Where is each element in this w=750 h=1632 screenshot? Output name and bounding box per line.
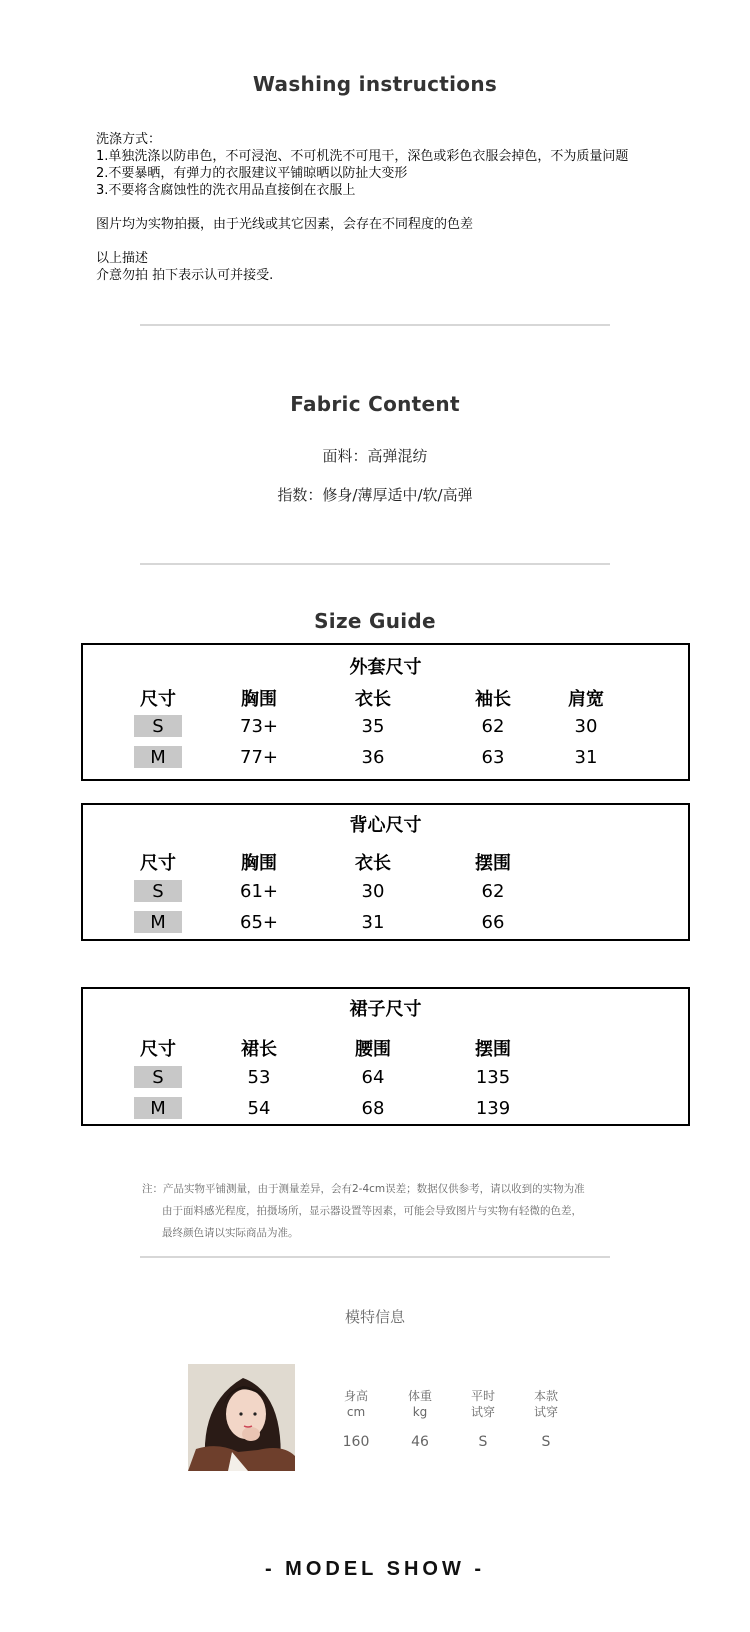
table-title: 裙子尺寸: [349, 999, 422, 1020]
table-header: 胸围: [241, 689, 277, 710]
table-header: 尺寸: [140, 853, 176, 874]
washing-title: Washing instructions: [252, 72, 498, 96]
table-header: 衣长: [355, 689, 391, 710]
table-header: 尺寸: [140, 689, 176, 710]
table-header: 尺寸: [140, 1039, 176, 1060]
note-line: 最终颜色请以实际商品为准。: [162, 1227, 299, 1239]
size-table-skirt: [81, 987, 690, 1126]
table-cell: 61+: [240, 881, 278, 902]
table-cell: 54: [247, 1098, 271, 1119]
table-cell: 64: [361, 1067, 385, 1088]
table-cell: 66: [481, 912, 505, 933]
table-cell: M: [150, 747, 166, 768]
size-table-vest: [81, 803, 690, 941]
table-header: 裙长: [241, 1039, 277, 1060]
size-guide-title: Size Guide: [314, 609, 436, 633]
desc-line: 介意勿拍 拍下表示认可并接受.: [96, 268, 274, 283]
model-info-title: 模特信息: [344, 1308, 405, 1326]
table-header: 肩宽: [568, 689, 604, 710]
table-cell: 68: [361, 1098, 385, 1119]
table-cell: 62: [481, 881, 505, 902]
washing-line: 1.单独洗涤以防串色，不可浸泡、不可机洗不可甩干，深色或彩色衣服会掉色，不为质量问题: [96, 149, 629, 164]
photo-note: 图片均为实物拍摄，由于光线或其它因素，会存在不同程度的色差: [96, 217, 474, 232]
washing-line: 2.不要暴晒，有弹力的衣服建议平铺晾晒以防扯大变形: [96, 166, 408, 181]
model-usual-size-value: S: [478, 1434, 488, 1450]
table-cell: S: [152, 716, 164, 737]
divider: [140, 324, 610, 326]
fabric-title: Fabric Content: [290, 392, 460, 416]
table-cell: S: [152, 881, 164, 902]
divider: [140, 563, 610, 565]
table-cell: 77+: [240, 747, 278, 768]
table-header: 衣长: [355, 853, 391, 874]
table-cell: M: [150, 1098, 166, 1119]
table-header: 摆围: [475, 1039, 511, 1060]
fabric-index: 指数：修身/薄厚适中/软/高弹: [277, 486, 473, 504]
table-cell: 36: [361, 747, 385, 768]
model-show-heading: - MODEL SHOW -: [264, 1558, 486, 1580]
table-cell: 30: [361, 881, 385, 902]
table-cell: S: [152, 1067, 164, 1088]
table-header: 摆围: [475, 853, 511, 874]
table-cell: 139: [475, 1098, 511, 1119]
divider: [140, 1256, 610, 1258]
table-cell: 35: [361, 716, 385, 737]
table-cell: 73+: [240, 716, 278, 737]
washing-line: 3.不要将含腐蚀性的洗衣用品直接倒在衣服上: [96, 183, 356, 198]
table-cell: 65+: [240, 912, 278, 933]
washing-line: 洗涤方式：: [96, 132, 162, 147]
table-title: 背心尺寸: [349, 815, 422, 836]
table-cell: 63: [481, 747, 505, 768]
table-header: 腰围: [355, 1039, 391, 1060]
model-height-value: 160: [342, 1434, 370, 1450]
fabric-material: 面料：高弹混纺: [322, 447, 428, 465]
table-cell: 31: [574, 747, 598, 768]
model-height-label: 身高 cm: [343, 1389, 368, 1419]
model-weight-value: 46: [411, 1434, 429, 1450]
table-cell: 30: [574, 716, 598, 737]
table-cell: 135: [475, 1067, 511, 1088]
model-usual-size-label: 平时 试穿: [470, 1389, 495, 1419]
model-this-size-label: 本款 试穿: [533, 1389, 558, 1419]
size-table-coat: [81, 643, 690, 781]
table-header: 袖长: [475, 689, 511, 710]
note-line: 注：产品实物平铺测量，由于测量差异，会有2-4cm误差；数据仅供参考，请以收到的实物为准: [142, 1183, 585, 1195]
model-weight-label: 体重 kg: [407, 1389, 432, 1419]
table-cell: 53: [247, 1067, 271, 1088]
washing-instructions: [96, 131, 716, 284]
table-cell: 62: [481, 716, 505, 737]
table-cell: M: [150, 912, 166, 933]
table-title: 外套尺寸: [349, 657, 422, 678]
table-cell: 31: [361, 912, 385, 933]
model-photo: [188, 1364, 295, 1471]
model-this-size-value: S: [541, 1434, 551, 1450]
note-line: 由于面料感光程度，拍摄场所，显示器设置等因素，可能会导致图片与实物有轻微的色差，: [162, 1205, 582, 1217]
desc-line: 以上描述: [96, 251, 149, 266]
table-header: 胸围: [241, 853, 277, 874]
